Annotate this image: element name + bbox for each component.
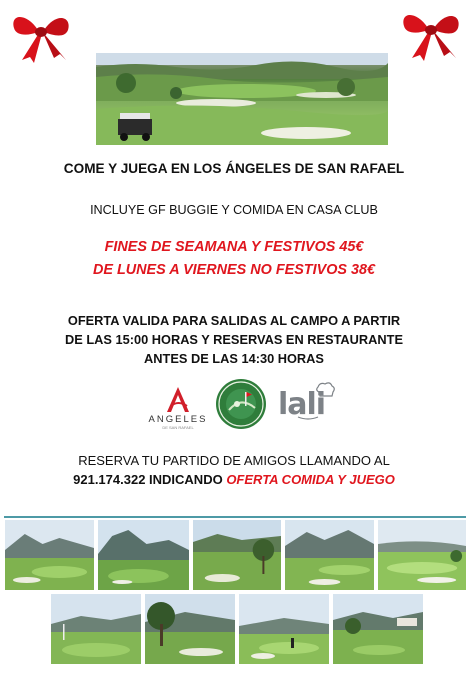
includes-text: INCLUYE GF BUGGIE Y COMIDA EN CASA CLUB — [90, 203, 378, 217]
golf-course-photo — [378, 520, 466, 590]
golf-course-photo — [239, 594, 329, 664]
phone-number: 921.174.322 — [73, 472, 146, 487]
divider — [4, 516, 466, 518]
red-ribbon-bow-icon — [8, 8, 74, 64]
page-title: COME Y JUEGA EN LOS ÁNGELES DE SAN RAFAEL — [63, 161, 405, 176]
weekend-price: FINES DE SEAMANA Y FESTIVOS 45€ — [104, 239, 364, 255]
angeles-logo-name: ANGELES — [148, 414, 208, 425]
offer-line: DE LAS 15:00 HORAS Y RESERVAS EN RESTAURANTE — [64, 332, 403, 347]
reservation-text: RESERVA TU PARTIDO DE AMIGOS LLAMANDO AL — [78, 453, 390, 468]
angeles-mark-icon — [143, 384, 213, 414]
weekday-price: DE LUNES A VIERNES NO FESTIVOS 38€ — [92, 262, 375, 278]
angeles-logo — [143, 384, 213, 428]
chef-hat-icon — [278, 381, 336, 425]
offer-line: ANTES DE LAS 14:30 HORAS — [144, 351, 324, 366]
golf-course-photo — [145, 594, 235, 664]
lali-logo — [278, 381, 336, 425]
angeles-logo-sub: DE SAN RAFAEL — [162, 425, 194, 430]
golf-course-photo — [5, 520, 94, 590]
offer-line: OFERTA VALIDA PARA SALIDAS AL CAMPO A PARTIR — [67, 313, 401, 328]
lali-logo-word: lali — [278, 387, 326, 422]
red-ribbon-bow-icon — [398, 6, 464, 62]
golf-course-photo — [333, 594, 423, 664]
reservation-middle-text: INDICANDO — [145, 472, 227, 487]
reservation-contact — [0, 472, 468, 487]
golf-course-photo — [51, 594, 141, 664]
golf-course-photo — [98, 520, 189, 590]
offer-highlight: OFERTA COMIDA Y JUEGO — [226, 472, 395, 487]
hero-golf-photo — [96, 53, 388, 145]
golf-club-badge-icon — [215, 378, 267, 430]
golf-course-photo — [285, 520, 374, 590]
golf-course-photo — [193, 520, 281, 590]
